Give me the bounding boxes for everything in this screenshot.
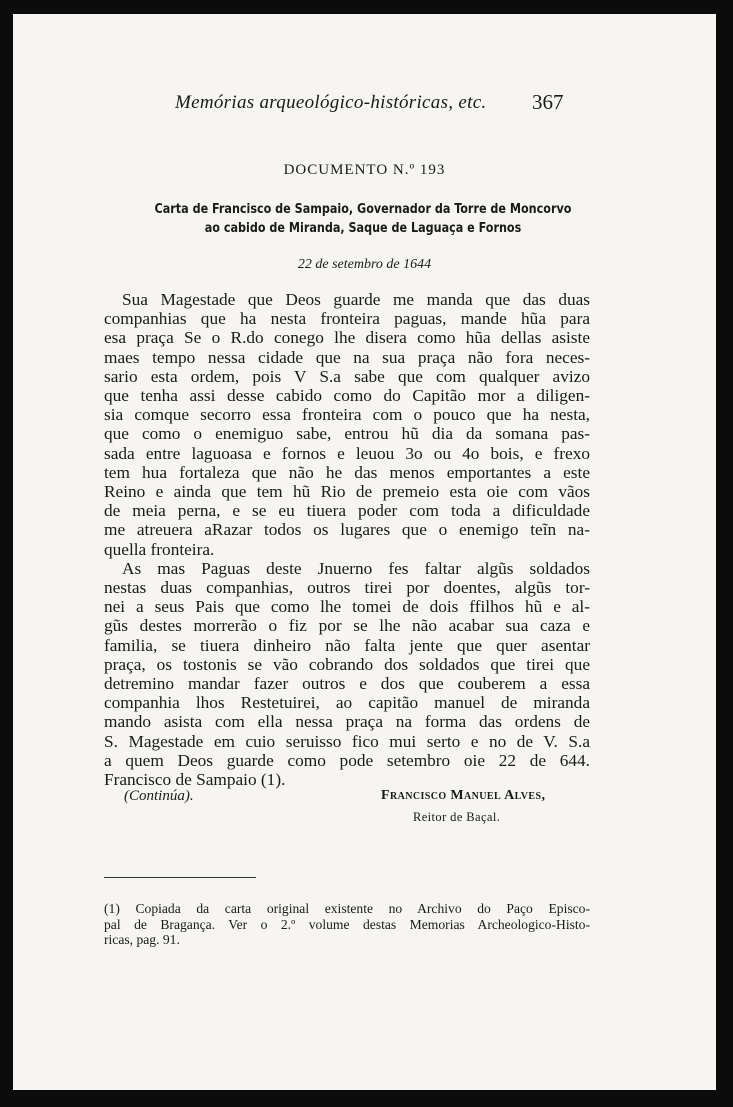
book-page: [13, 14, 716, 1090]
body-line: que tenha assi desse cabido como do Capitão mor a diligen-: [104, 386, 590, 406]
body-line: Francisco de Sampaio (1).: [104, 770, 286, 790]
body-line: nestas duas companhias, outros tirei por doentes, algũs tor-: [104, 578, 590, 598]
continua-note: (Continúa).: [124, 788, 194, 804]
document-title-line: Carta de Francisco de Sampaio, Governador da Torre de Moncorvo: [154, 201, 572, 217]
body-line: praça, os tostonis se vão cobrando dos soldados que tirei que: [104, 654, 590, 674]
body-line: tem hua fortaleza que não he das menos emportantes a este: [104, 462, 590, 482]
footnote-line: ricas, pag. 91.: [104, 932, 180, 948]
document-title: [96, 200, 630, 238]
body-line: sada entre laguoasa e fornos e leuou 3o ou 4o bois, e frexo: [104, 443, 590, 463]
body-line: Sua Magestade que Deos guarde me manda que das duas: [122, 290, 590, 309]
author-role: Reitor de Baçal.: [413, 810, 501, 824]
body-line: esa praça Se o R.do conego lhe disera como hũa dellas asiste: [104, 328, 590, 348]
body-line: sario esta ordem, pois V S.a sabe que com qualquer avizo: [104, 366, 590, 386]
body-line: mando asista com ella nessa praça na forma das ordens de: [104, 712, 590, 732]
body-line: sia comque secorro essa fronteira com o pouco que ha nesta,: [104, 405, 590, 425]
body-line: me atreuera aRazar todos os lugares que o enemigo teĩn na-: [104, 520, 590, 540]
document-title-line: ao cabido de Miranda, Saque de Laguaça e Fornos: [204, 220, 522, 236]
document-number: DOCUMENTO N.º 193: [283, 162, 446, 178]
body-line: companhia lhos Restetuirei, ao capitão manuel de miranda: [104, 693, 590, 713]
body-line: detremino mandar fazer outros e dos que couberem a essa: [104, 674, 590, 694]
body-line: Reino e ainda que tem hũ Rio de premeio esta oie com vãos: [104, 482, 590, 502]
running-title: Memórias arqueológico-históricas, etc.: [175, 92, 487, 113]
author-name: Francisco Manuel Alves,: [381, 788, 546, 803]
signature-block: [381, 788, 571, 825]
body-line: de meia perna, e se eu tiuera poder com toda a dificuldade: [104, 501, 590, 521]
body-line: S. Magestade em cuio seruisso fico mui serto e no de V. S.a: [104, 731, 590, 751]
body-line: gũs destes morrerão o fiz por se lhe não acabar sua caza e: [104, 616, 590, 636]
footnote-divider: [104, 877, 256, 878]
body-line: companhias que ha nesta fronteira paguas, mande hũa para: [104, 309, 590, 329]
letter-body: [104, 290, 590, 789]
body-line: que como o enemiguo sabe, entrou hũ dia da somana pas-: [104, 424, 590, 444]
document-date: 22 de setembro de 1644: [297, 257, 432, 272]
body-line: familia, se tiuera dinheiro não falta jente que quer asentar: [104, 635, 590, 655]
footnote-line: pal de Bragança. Ver o 2.º volume destas Memorias Archeologico-Histo-: [104, 916, 590, 932]
body-line: As mas Paguas deste Jnuerno fes faltar algũs soldados: [122, 558, 590, 578]
footnote: [104, 901, 590, 948]
body-line: a quem Deos guarde como pode setembro oie 22 de 644.: [104, 750, 590, 770]
body-line: nei a seus Pais que como lhe tomei de dois ffilhos hũ e al-: [104, 597, 590, 617]
page-number: 367: [532, 90, 564, 114]
running-head: [13, 92, 716, 122]
body-line: maes tempo nessa cidade que na sua praça não fora neces-: [104, 347, 590, 367]
footnote-line: (1) Copiada da carta original existente no Archivo do Paço Episco-: [104, 901, 590, 916]
body-line: quella fronteira.: [104, 539, 215, 559]
